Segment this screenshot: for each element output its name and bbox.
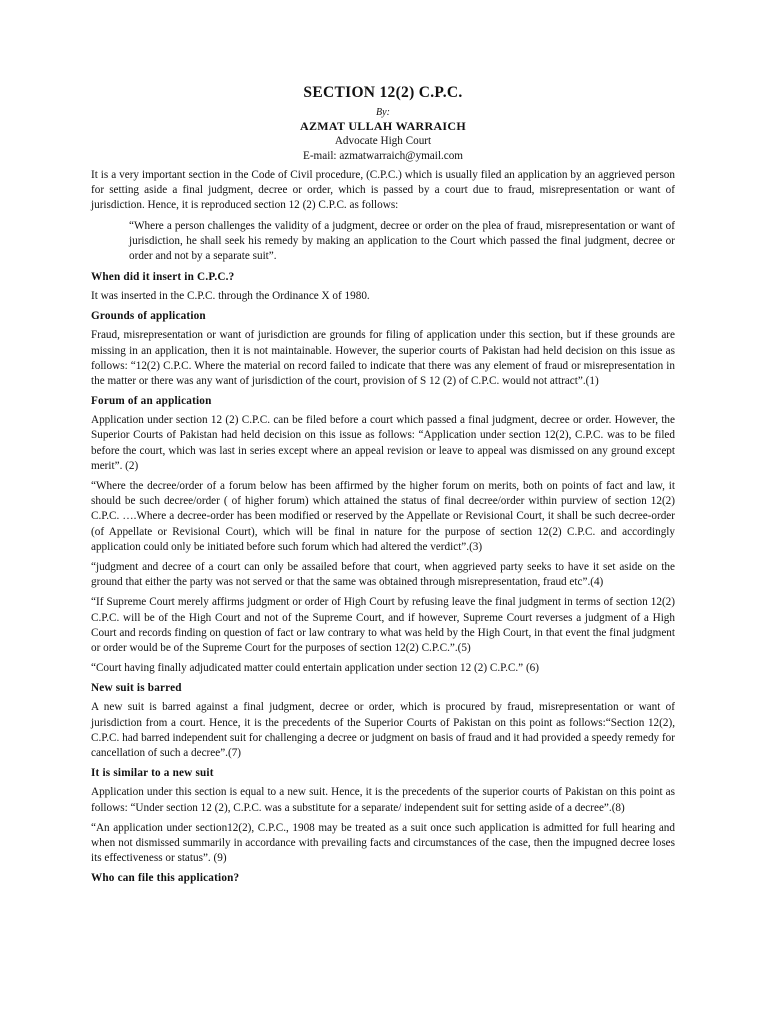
- section-who-can-file: [91, 871, 675, 886]
- section-paragraph: Fraud, misrepresentation or want of jurisdiction are grounds for filing of application under this section, but if these grounds are missing in an application, then it is not maintainable. However, the superior courts of Pakistan had held decision on this issue as follows: “12(2) C.P.C. Where the material on record failed to indicate that there was any element of fraud or misrepresentation in the matter or there was any want of jurisdiction of the court, provision of S 12 (2) of C.P.C. would not attract”.(1): [91, 329, 675, 388]
- section-heading: Forum of an application: [91, 395, 212, 408]
- section-heading: Grounds of application: [91, 310, 206, 323]
- section-similar-to-suit: [91, 766, 675, 866]
- document-title: SECTION 12(2) C.P.C.: [303, 84, 463, 101]
- section-paragraph: “judgment and decree of a court can only be assailed before that court, when aggrieved party seeks to have it set aside on the ground that either the party was not served or that the same was obtained through misrepresentation, fraud etc”.(4): [91, 561, 675, 589]
- section-heading: Who can file this application?: [91, 872, 240, 885]
- section-heading: It is similar to a new suit: [91, 767, 214, 780]
- section-paragraph: “If Supreme Court merely affirms judgment or order of High Court by refusing leave the final judgment in terms of section 12(2) C.P.C. will be of the High Court and not of the Supreme Court, and if however, Supreme Court reverses a judgment of a High Court and records finding on question of fact or law contrary to what was held by the High Court, in that event the final judgment or order would be of the Supreme Court for the purposes of section 12(2) C.P.C.”.(5): [91, 596, 675, 655]
- section-paragraph: Application under section 12 (2) C.P.C. can be filed before a court which passed a final judgment, decree or order. However, the Superior Courts of Pakistan had held decision on this issue as follows: “Application under section 12(2), C.P.C. was to be filed before the court, which was last in series except where an appeal revision or leave to appeal was dismissed on any ground except merit”. (2): [91, 414, 675, 472]
- section-paragraph: A new suit is barred against a final judgment, decree or order, which is procured by fraud, misrepresentation or want of jurisdiction from a court. Hence, it is the precedents of the Superior Courts of Pakistan on this point as follows:“Section 12(2), C.P.C. had barred independent suit for challenging a decree or judgment on basis of fraud and it had provided a speedy remedy for cancellation of such a decree”.(7): [91, 701, 675, 760]
- author-affiliation: Advocate High Court: [334, 135, 432, 147]
- section-paragraph: “An application under section12(2), C.P.C., 1908 may be treated as a suit once such application is admitted for full hearing and when not dismissed summarily in accordance with prevailing facts and circumstances of the case, then the impugned decree loses its effectiveness or status”. (9): [91, 821, 675, 865]
- section-grounds: [91, 309, 675, 389]
- section-heading: When did it insert in C.P.C.?: [91, 271, 235, 284]
- section-paragraph: Application under this section is equal to a new suit. Hence, it is the precedents of the superior courts of Pakistan on this point as follows: “Under section 12 (2), C.P.C. was a substitute for a separate/ independent suit for setting aside of a decree”.(8): [91, 786, 675, 814]
- section-paragraph: It was inserted in the C.P.C. through the Ordinance X of 1980.: [91, 290, 370, 303]
- section-new-suit-barred: [91, 681, 675, 761]
- document-page: [91, 84, 675, 890]
- author-email: E-mail: azmatwarraich@ymail.com: [302, 149, 464, 162]
- section-insertion: [91, 270, 675, 304]
- section-paragraph: “Court having finally adjudicated matter could entertain application under section 12 (2) C.P.C.” (6): [91, 662, 539, 675]
- intro-paragraph: It is a very important section in the Code of Civil procedure, (C.P.C.) which is usually filed an application by an aggrieved person for setting aside a final judgment, decree or order, which is passed by a court due to fraud, misrepresentation or want of jurisdiction. Hence, it is reproduced section 12 (2) C.P.C. as follows:: [91, 169, 675, 212]
- byline: By:: [376, 107, 390, 118]
- section-paragraph: “Where the decree/order of a forum below has been affirmed by the higher forum on merits, both on points of fact and law, it should be such decree/order ( of higher forum) which attained the status of final decree/order within purview of section 12(2) C.P.C. ….Where a decree-order has been modified or reserved by the Appellate or Revisional Court, it shall be such decree-order (of Appellate or Revisional Court), which will be final in nature for the purpose of section 12(2) C.P.C. and accordingly application could only be initiated before such forum which had altered the verdict”.(3): [91, 480, 675, 553]
- section-heading: New suit is barred: [91, 682, 182, 695]
- section-quote: “Where a person challenges the validity of a judgment, decree or order on the plea of fraud, misrepresentation or want of jurisdiction, he shall seek his remedy by making an application to the Court which passed the final judgment, decree or order and not by a separate suit”.: [129, 219, 675, 263]
- author-name: AZMAT ULLAH WARRAICH: [299, 119, 467, 133]
- section-forum: [91, 394, 675, 676]
